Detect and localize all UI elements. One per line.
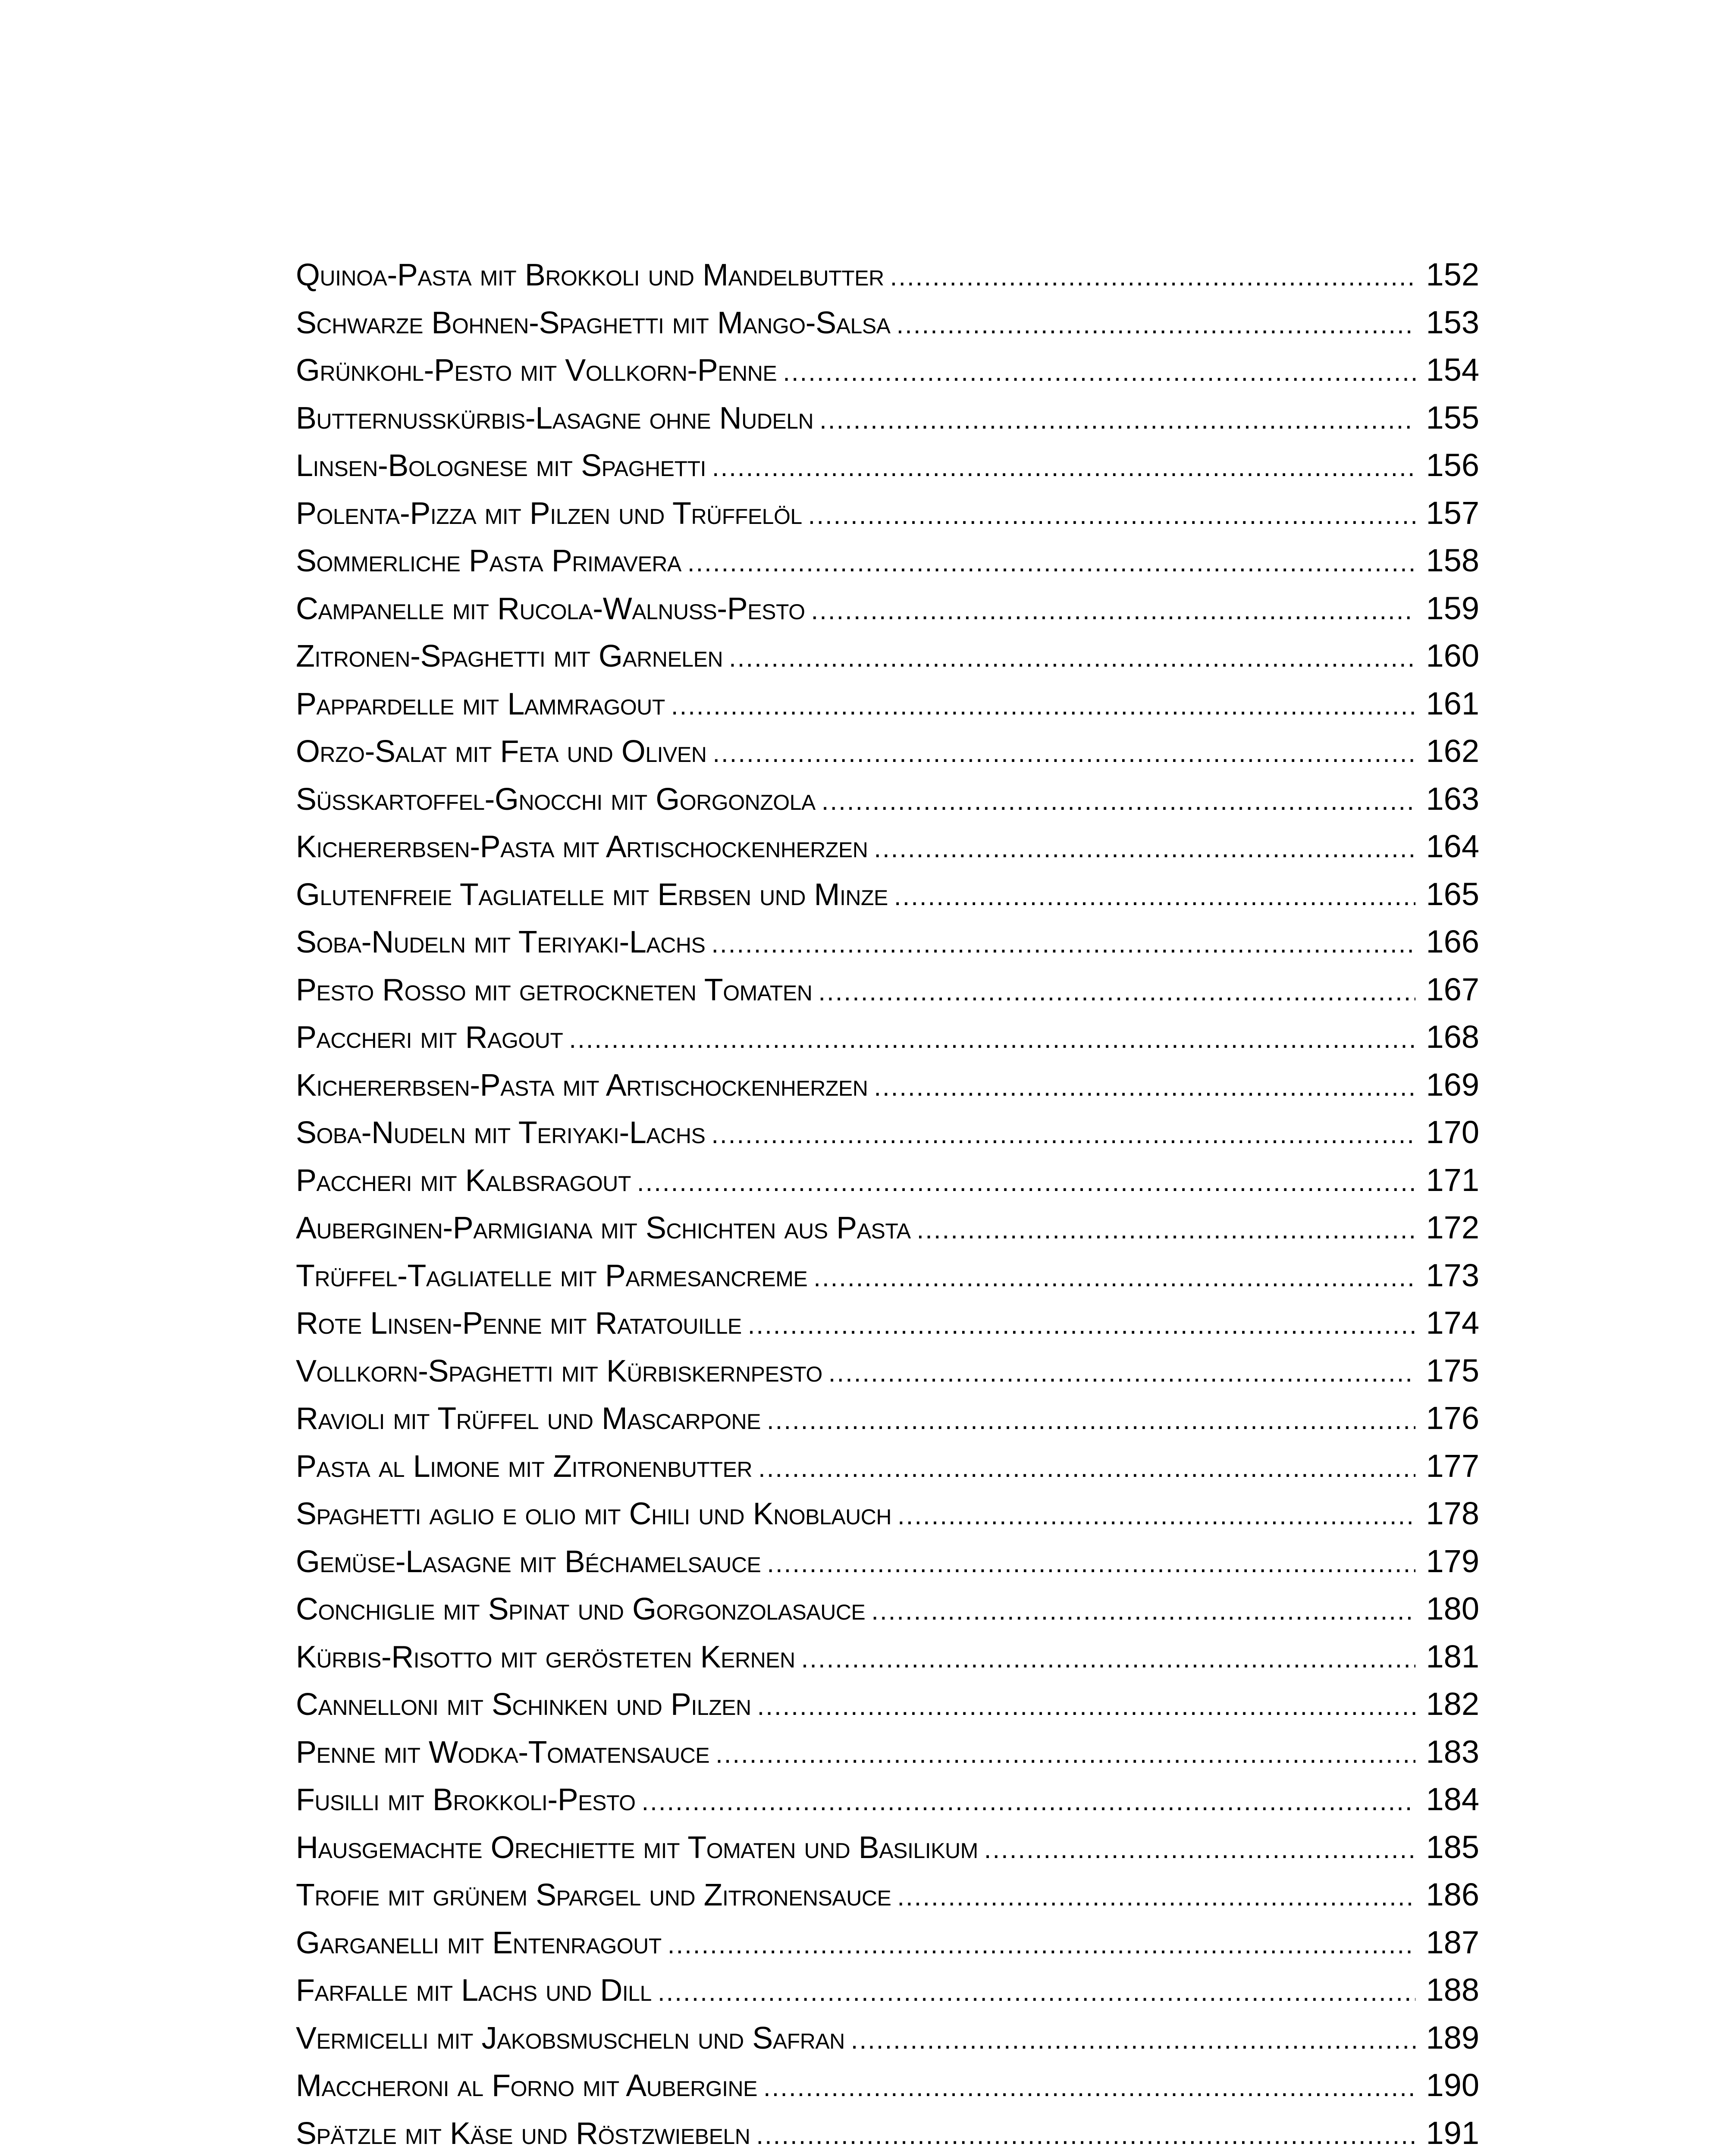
toc-entry xyxy=(296,1347,1479,1395)
dot-leader xyxy=(767,1397,1415,1445)
toc-entry-title: Vermicelli mit Jakobsmuscheln und Safran xyxy=(296,2021,845,2056)
toc-entry-title: Pappardelle mit Lammragout xyxy=(296,686,665,721)
dot-leader xyxy=(711,1111,1415,1159)
toc-entry-title: Schwarze Bohnen-Spaghetti mit Mango-Salsa xyxy=(296,305,891,340)
dot-leader xyxy=(668,1921,1415,1969)
dot-leader xyxy=(658,1968,1415,2016)
toc-entry-page: 153 xyxy=(1426,304,1479,340)
toc-entry-title: Campanelle mit Rucola-Walnuss-Pesto xyxy=(296,591,805,626)
toc-entry-title: Cannelloni mit Schinken und Pilzen xyxy=(296,1687,751,1722)
dot-leader xyxy=(757,1683,1415,1730)
dot-leader xyxy=(897,1873,1415,1921)
dot-leader xyxy=(828,1349,1415,1397)
toc-entry xyxy=(296,727,1479,775)
toc-entry-title: Soba-Nudeln mit Teriyaki-Lachs xyxy=(296,925,706,959)
dot-leader xyxy=(801,1635,1415,1683)
toc-entry-title: Soba-Nudeln mit Teriyaki-Lachs xyxy=(296,1116,706,1150)
toc-entry-page: 164 xyxy=(1426,828,1479,864)
toc-entry xyxy=(296,823,1479,871)
toc-entry-page: 182 xyxy=(1426,1686,1479,1722)
toc-entry xyxy=(296,489,1479,537)
table-of-contents xyxy=(296,251,1479,2156)
toc-entry-title: Farfalle mit Lachs und Dill xyxy=(296,1973,652,2008)
toc-entry xyxy=(296,1776,1479,1824)
toc-entry-title: Vollkorn-Spaghetti mit Kürbiskernpesto xyxy=(296,1354,822,1388)
toc-entry-page: 191 xyxy=(1426,2115,1479,2151)
toc-entry-title: Spaghetti aglio e olio mit Chili und Knoblauch xyxy=(296,1497,891,1531)
toc-entry-title: Penne mit Wodka-Tomatensauce xyxy=(296,1735,710,1770)
toc-entry xyxy=(296,2062,1479,2109)
toc-entry-page: 180 xyxy=(1426,1591,1479,1626)
dot-leader xyxy=(874,825,1415,873)
dot-leader xyxy=(874,1063,1415,1111)
toc-entry xyxy=(296,1395,1479,1442)
toc-entry-page: 173 xyxy=(1426,1257,1479,1293)
toc-entry-page: 161 xyxy=(1426,685,1479,721)
dot-leader xyxy=(712,444,1415,492)
toc-entry xyxy=(296,1061,1479,1109)
dot-leader xyxy=(756,2112,1415,2156)
toc-entry xyxy=(296,1728,1479,1776)
toc-entry xyxy=(296,1490,1479,1538)
toc-entry-page: 177 xyxy=(1426,1448,1479,1484)
dot-leader xyxy=(569,1015,1415,1063)
toc-entry xyxy=(296,1442,1479,1490)
dot-leader xyxy=(813,1254,1415,1302)
toc-entry-title: Maccheroni al Forno mit Aubergine xyxy=(296,2068,757,2103)
toc-entry-page: 175 xyxy=(1426,1352,1479,1388)
toc-entry-title: Kichererbsen-Pasta mit Artischockenherzen xyxy=(296,1068,868,1103)
toc-entry xyxy=(296,537,1479,585)
toc-entry xyxy=(296,1252,1479,1300)
toc-entry-page: 168 xyxy=(1426,1019,1479,1055)
dot-leader xyxy=(871,1587,1415,1635)
toc-entry-page: 183 xyxy=(1426,1733,1479,1770)
toc-entry xyxy=(296,346,1479,394)
toc-entry-page: 159 xyxy=(1426,590,1479,626)
toc-entry-title: Quinoa-Pasta mit Brokkoli und Mandelbutter xyxy=(296,258,884,292)
dot-leader xyxy=(748,1301,1415,1349)
toc-entry-page: 189 xyxy=(1426,2019,1479,2056)
toc-entry xyxy=(296,1204,1479,1252)
toc-entry xyxy=(296,442,1479,489)
dot-leader xyxy=(687,539,1415,587)
toc-entry xyxy=(296,871,1479,918)
toc-entry xyxy=(296,1109,1479,1156)
toc-entry-page: 155 xyxy=(1426,399,1479,436)
toc-entry-title: Süßkartoffel-Gnocchi mit Gorgonzola xyxy=(296,782,816,817)
toc-entry-title: Polenta-Pizza mit Pilzen und Trüffelöl xyxy=(296,496,802,531)
toc-entry-page: 154 xyxy=(1426,352,1479,388)
toc-entry xyxy=(296,966,1479,1014)
toc-entry xyxy=(296,1538,1479,1586)
toc-entry-title: Rote Linsen-Penne mit Ratatouille xyxy=(296,1306,742,1341)
toc-entry xyxy=(296,251,1479,299)
toc-entry-page: 174 xyxy=(1426,1305,1479,1341)
toc-entry xyxy=(296,1299,1479,1347)
toc-entry-page: 162 xyxy=(1426,733,1479,769)
toc-entry xyxy=(296,632,1479,680)
toc-entry-page: 156 xyxy=(1426,447,1479,483)
toc-entry-page: 157 xyxy=(1426,495,1479,531)
toc-entry-title: Glutenfreie Tagliatelle mit Erbsen und Minze xyxy=(296,877,888,912)
dot-leader xyxy=(851,2016,1415,2064)
dot-leader xyxy=(763,2064,1415,2112)
toc-entry-page: 171 xyxy=(1426,1162,1479,1198)
toc-entry xyxy=(296,1680,1479,1728)
toc-entry xyxy=(296,1919,1479,1967)
toc-entry-title: Orzo-Salat mit Feta und Oliven xyxy=(296,734,707,769)
dot-leader xyxy=(811,587,1416,635)
dot-leader xyxy=(729,634,1415,682)
toc-entry-page: 166 xyxy=(1426,924,1479,959)
dot-leader xyxy=(671,682,1415,730)
toc-entry xyxy=(296,585,1479,633)
toc-entry-page: 176 xyxy=(1426,1400,1479,1436)
toc-entry-page: 170 xyxy=(1426,1114,1479,1150)
toc-entry-page: 167 xyxy=(1426,971,1479,1007)
toc-entry xyxy=(296,1871,1479,1919)
toc-entry-title: Pasta al Limone mit Zitronenbutter xyxy=(296,1449,753,1484)
dot-leader xyxy=(894,873,1415,921)
dot-leader xyxy=(641,1778,1415,1826)
toc-entry-page: 169 xyxy=(1426,1066,1479,1103)
dot-leader xyxy=(897,301,1416,349)
toc-entry xyxy=(296,2109,1479,2156)
toc-entry-title: Zitronen-Spaghetti mit Garnelen xyxy=(296,639,723,674)
toc-entry xyxy=(296,2014,1479,2062)
toc-entry-title: Kürbis-Risotto mit gerösteten Kernen xyxy=(296,1639,795,1674)
toc-entry-page: 165 xyxy=(1426,876,1479,912)
toc-entry-title: Paccheri mit Ragout xyxy=(296,1020,563,1055)
toc-entry-page: 185 xyxy=(1426,1829,1479,1865)
toc-entry-page: 160 xyxy=(1426,638,1479,674)
toc-entry xyxy=(296,394,1479,442)
toc-entry-title: Gemüse-Lasagne mit Béchamelsauce xyxy=(296,1544,761,1579)
dot-leader xyxy=(890,253,1415,301)
toc-entry xyxy=(296,775,1479,823)
dot-leader xyxy=(758,1445,1415,1492)
dot-leader xyxy=(767,1540,1415,1588)
toc-entry-page: 179 xyxy=(1426,1543,1479,1579)
toc-entry-title: Pesto Rosso mit getrockneten Tomaten xyxy=(296,972,813,1007)
toc-entry xyxy=(296,680,1479,728)
toc-entry-title: Butternusskürbis-Lasagne ohne Nudeln xyxy=(296,401,814,436)
toc-entry-title: Grünkohl-Pesto mit Vollkorn-Penne xyxy=(296,353,777,388)
toc-entry-title: Trofie mit grünem Spargel und Zitronensauce xyxy=(296,1878,891,1912)
toc-entry-page: 158 xyxy=(1426,542,1479,578)
toc-entry-title: Conchiglie mit Spinat und Gorgonzolasauce xyxy=(296,1592,866,1626)
toc-entry-page: 152 xyxy=(1426,257,1479,292)
dot-leader xyxy=(712,730,1415,777)
toc-entry-title: Trüffel-Tagliatelle mit Parmesancreme xyxy=(296,1258,808,1293)
toc-entry-title: Paccheri mit Kalbsragout xyxy=(296,1163,631,1198)
toc-entry-title: Garganelli mit Entenragout xyxy=(296,1925,662,1960)
toc-entry-page: 188 xyxy=(1426,1972,1479,2008)
toc-entry-title: Kichererbsen-Pasta mit Artischockenherzen xyxy=(296,830,868,864)
dot-leader xyxy=(818,968,1415,1016)
toc-entry xyxy=(296,1824,1479,1871)
dot-leader xyxy=(917,1206,1415,1254)
toc-entry-title: Fusilli mit Brokkoli-Pesto xyxy=(296,1783,636,1817)
toc-entry-title: Hausgemachte Orechiette mit Tomaten und Basilikum xyxy=(296,1830,978,1865)
toc-entry-title: Auberginen-Parmigiana mit Schichten aus Pasta xyxy=(296,1211,911,1245)
toc-entry-page: 187 xyxy=(1426,1924,1479,1960)
toc-entry-page: 163 xyxy=(1426,780,1479,817)
toc-entry-title: Linsen-Bolognese mit Spaghetti xyxy=(296,448,706,483)
dot-leader xyxy=(783,348,1415,396)
toc-entry-page: 172 xyxy=(1426,1210,1479,1245)
toc-entry xyxy=(296,1156,1479,1204)
toc-entry xyxy=(296,918,1479,966)
toc-entry-title: Ravioli mit Trüffel und Mascarpone xyxy=(296,1401,761,1436)
toc-entry-page: 181 xyxy=(1426,1638,1479,1674)
toc-entry-page: 190 xyxy=(1426,2067,1479,2103)
toc-entry xyxy=(296,299,1479,347)
dot-leader xyxy=(715,1730,1415,1778)
toc-entry-title: Sommerliche Pasta Primavera xyxy=(296,544,681,578)
toc-entry-page: 186 xyxy=(1426,1877,1479,1912)
toc-entry xyxy=(296,1585,1479,1633)
dot-leader xyxy=(984,1826,1415,1874)
toc-entry xyxy=(296,1966,1479,2014)
toc-entry xyxy=(296,1633,1479,1681)
dot-leader xyxy=(637,1159,1415,1206)
dot-leader xyxy=(897,1492,1415,1540)
toc-entry-page: 184 xyxy=(1426,1781,1479,1817)
dot-leader xyxy=(819,396,1415,444)
toc-entry-title: Spätzle mit Käse und Röstzwiebeln xyxy=(296,2116,750,2151)
toc-entry-page: 178 xyxy=(1426,1495,1479,1531)
dot-leader xyxy=(808,492,1415,539)
toc-entry xyxy=(296,1013,1479,1061)
dot-leader xyxy=(711,920,1415,968)
dot-leader xyxy=(822,777,1415,825)
